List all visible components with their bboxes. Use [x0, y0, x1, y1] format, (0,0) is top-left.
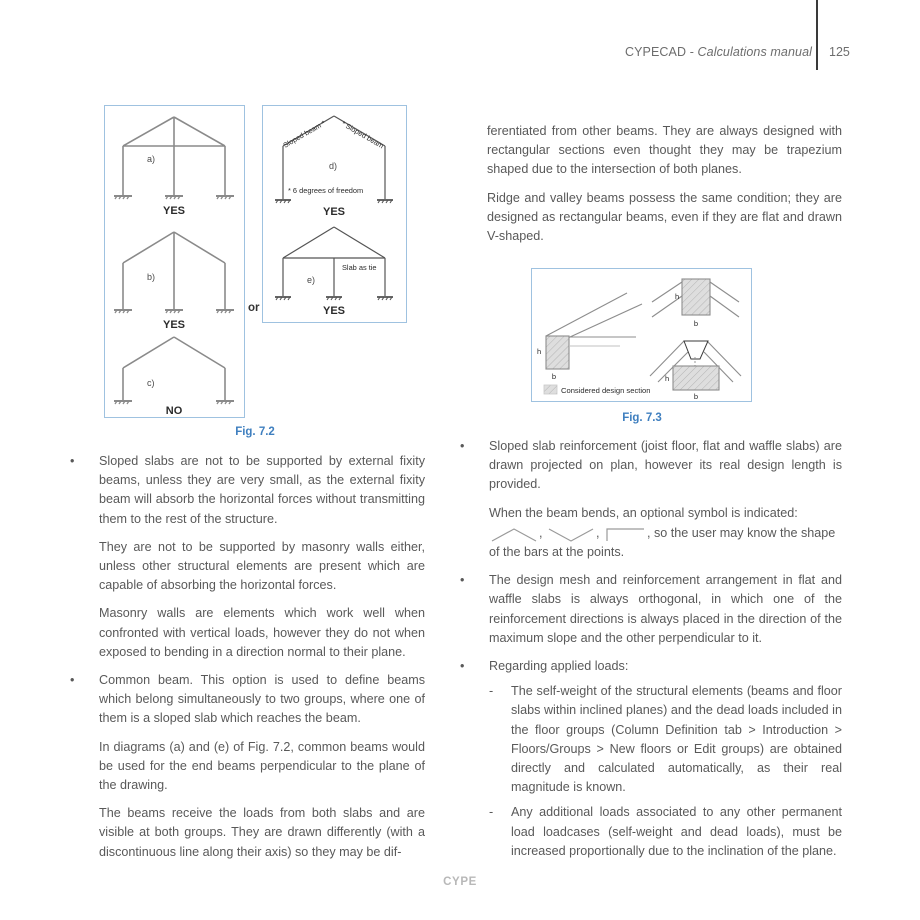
bullet-marker: • — [460, 573, 465, 588]
figure-7-2-right-panel — [262, 105, 407, 323]
paragraph-text: Common beam. This option is used to define beams which belong simultaneously to two groups, where one of them is a sloped slab which reaches the beam. — [99, 673, 425, 726]
figure-7-2-panel-d-label: d) — [329, 161, 338, 171]
symbol-line-tail: of the bars at the points. — [489, 545, 625, 560]
dash-marker: - — [489, 805, 494, 820]
figure-7-3-legend-label: Considered design section — [561, 386, 651, 395]
figure-7-3-valley-b-label: b — [693, 392, 699, 401]
right-symbol-paragraph — [489, 504, 842, 563]
figure-7-3-left-section — [546, 336, 569, 369]
symbol-line-suffix: , so the user may know the shape — [647, 525, 836, 540]
bullet-marker: • — [460, 439, 465, 453]
bullet-marker: • — [70, 454, 75, 468]
paragraph-text: Sloped slab reinforcement (joist floor, flat and waffle slabs) are drawn projected on plan, however its real design length is provided. — [489, 439, 842, 492]
figure-7-2-panel-a-verdict: YES — [162, 205, 186, 217]
paragraph-text: The self-weight of the structural elements (beams and floor slabs within inclined planes) and the dead loads included in the floor groups (Column Definition tab > Introduction > Floors/Groups > New floors or Edit groups) are obtained directly and calculated automatically, as their real magnitude is known. — [511, 684, 842, 795]
figure-7-2-right-svg — [263, 106, 406, 322]
figure-7-2-left-svg — [105, 106, 244, 417]
right-intro-paragraph-1: ferentiated from other beams. They are always designed with rectangular sections even thought they may be trapezium shaped due to the intersection of both planes. — [487, 124, 842, 177]
page-number: 125 — [829, 45, 850, 59]
left-para-1 — [99, 538, 425, 596]
paragraph-text: In diagrams (a) and (e) of Fig. 7.2, common beams would be used for the end beams perpendicular to the plane of the drawing. — [99, 739, 425, 793]
right-column-top — [487, 122, 842, 246]
right-column-bottom — [460, 437, 842, 861]
footer-brand: CYPE — [443, 876, 477, 888]
figure-7-3-ridge-h-label: h — [675, 292, 680, 301]
figure-7-3-frame — [531, 268, 752, 402]
left-bullet-1 — [70, 452, 425, 529]
symbol-comma-1: , — [539, 525, 543, 540]
right-sub-bullet-2 — [489, 803, 842, 861]
figure-7-2-panel-d-footnote: * 6 degrees of freedom — [288, 186, 364, 195]
valley-bend-symbol-icon — [547, 526, 595, 543]
symbol-comma-2: , — [596, 525, 600, 540]
figure-7-2-panel-d-right-beam-label: * Sloped beam — [340, 118, 386, 151]
left-para-4 — [99, 804, 425, 862]
figure-7-3-ridge-b-label: b — [693, 319, 699, 328]
header-doc-title: Calculations manual — [697, 45, 812, 59]
paragraph-text: Masonry walls are elements which work well when confronted with vertical loads, however they do not when exposed to bending in a direction normal to their plane. — [99, 606, 425, 659]
header-product-name: CYPECAD - — [624, 45, 698, 59]
right-bullet-1 — [460, 437, 842, 495]
figure-7-3-valley-h-label: h — [665, 374, 670, 383]
symbol-line-prefix: When the beam bends, an optional symbol is indicated: — [489, 505, 798, 520]
bullet-marker: • — [460, 659, 465, 674]
peak-bend-symbol-icon — [490, 526, 538, 543]
left-column — [70, 452, 425, 862]
left-bullet-2 — [70, 671, 425, 729]
figure-7-2-panel-d-verdict: YES — [322, 206, 346, 218]
figure-7-2-or-label: or — [248, 302, 260, 314]
paragraph-text: The design mesh and reinforcement arrangement in flat and waffle slabs is always orthogonal, in which one of the reinforcement directions is always placed in the direction of the maximum slope and the other perpendicular to it. — [489, 573, 842, 645]
right-bullet-2 — [460, 571, 842, 648]
right-intro-paragraph-2: Ridge and valley beams possess the same condition; they are designed as rectangular beams, even if they are flat and drawn V-shaped. — [487, 190, 842, 244]
figure-7-2-panel-e-verdict: YES — [322, 305, 346, 317]
figure-7-2-panel-e-tie-label: Slab as tie — [342, 263, 377, 272]
figure-7-2-panel-b-verdict: YES — [162, 319, 186, 331]
header-title — [625, 45, 812, 59]
figure-7-3-ridge-section — [682, 279, 710, 315]
figure-7-2-panel-d-left-beam-label: Sloped beam * — [281, 118, 327, 150]
figure-7-3-legend-swatch — [544, 385, 557, 394]
symbol-line — [489, 524, 842, 543]
bullet-marker: • — [70, 673, 75, 688]
figure-7-2-panel-a-label: a) — [147, 154, 156, 164]
figure-7-2-left-panel — [104, 105, 245, 418]
figure-7-2-panel-e-label: e) — [307, 275, 316, 285]
figure-7-3-left-b-label: b — [551, 372, 557, 381]
paragraph-text: Sloped slabs are not to be supported by external fixity beams, unless they are very small, as the external fixity beam will absorb the horizontal forces without transmitting them to the rest of the structure. — [99, 454, 425, 526]
figure-7-2-caption: Fig. 7.2 — [235, 426, 275, 438]
figure-7-3-svg — [532, 269, 751, 401]
left-para-3 — [99, 738, 425, 796]
figure-7-2-panel-b-label: b) — [147, 272, 156, 282]
paragraph-text: They are not to be supported by masonry walls either, unless other structural elements are present which are capable of absorbing the horizontal forces. — [99, 539, 425, 593]
paragraph-text: Regarding applied loads: — [489, 659, 629, 674]
right-bullet-3 — [460, 657, 842, 676]
figure-7-3-valley-section — [673, 366, 719, 390]
header-vertical-rule — [816, 0, 818, 70]
figure-7-3-caption: Fig. 7.3 — [622, 412, 662, 424]
paragraph-text: The beams receive the loads from both slabs and are visible at both groups. They are drawn differently (with a discontinuous line along their axis) so they may be dif- — [99, 806, 425, 859]
dash-marker: - — [489, 684, 494, 699]
figure-7-3-left-h-label: h — [537, 347, 542, 356]
corner-bend-symbol-icon — [604, 526, 646, 543]
figure-7-2-panel-c-verdict: NO — [165, 405, 183, 417]
right-sub-bullet-1 — [489, 682, 842, 797]
left-para-2 — [99, 604, 425, 662]
figure-7-2-panel-c-label: c) — [147, 378, 155, 388]
paragraph-text: Any additional loads associated to any other permanent load loadcases (self-weight and dead loads), must be increased proportionally due to the inclination of the plane. — [511, 805, 842, 858]
